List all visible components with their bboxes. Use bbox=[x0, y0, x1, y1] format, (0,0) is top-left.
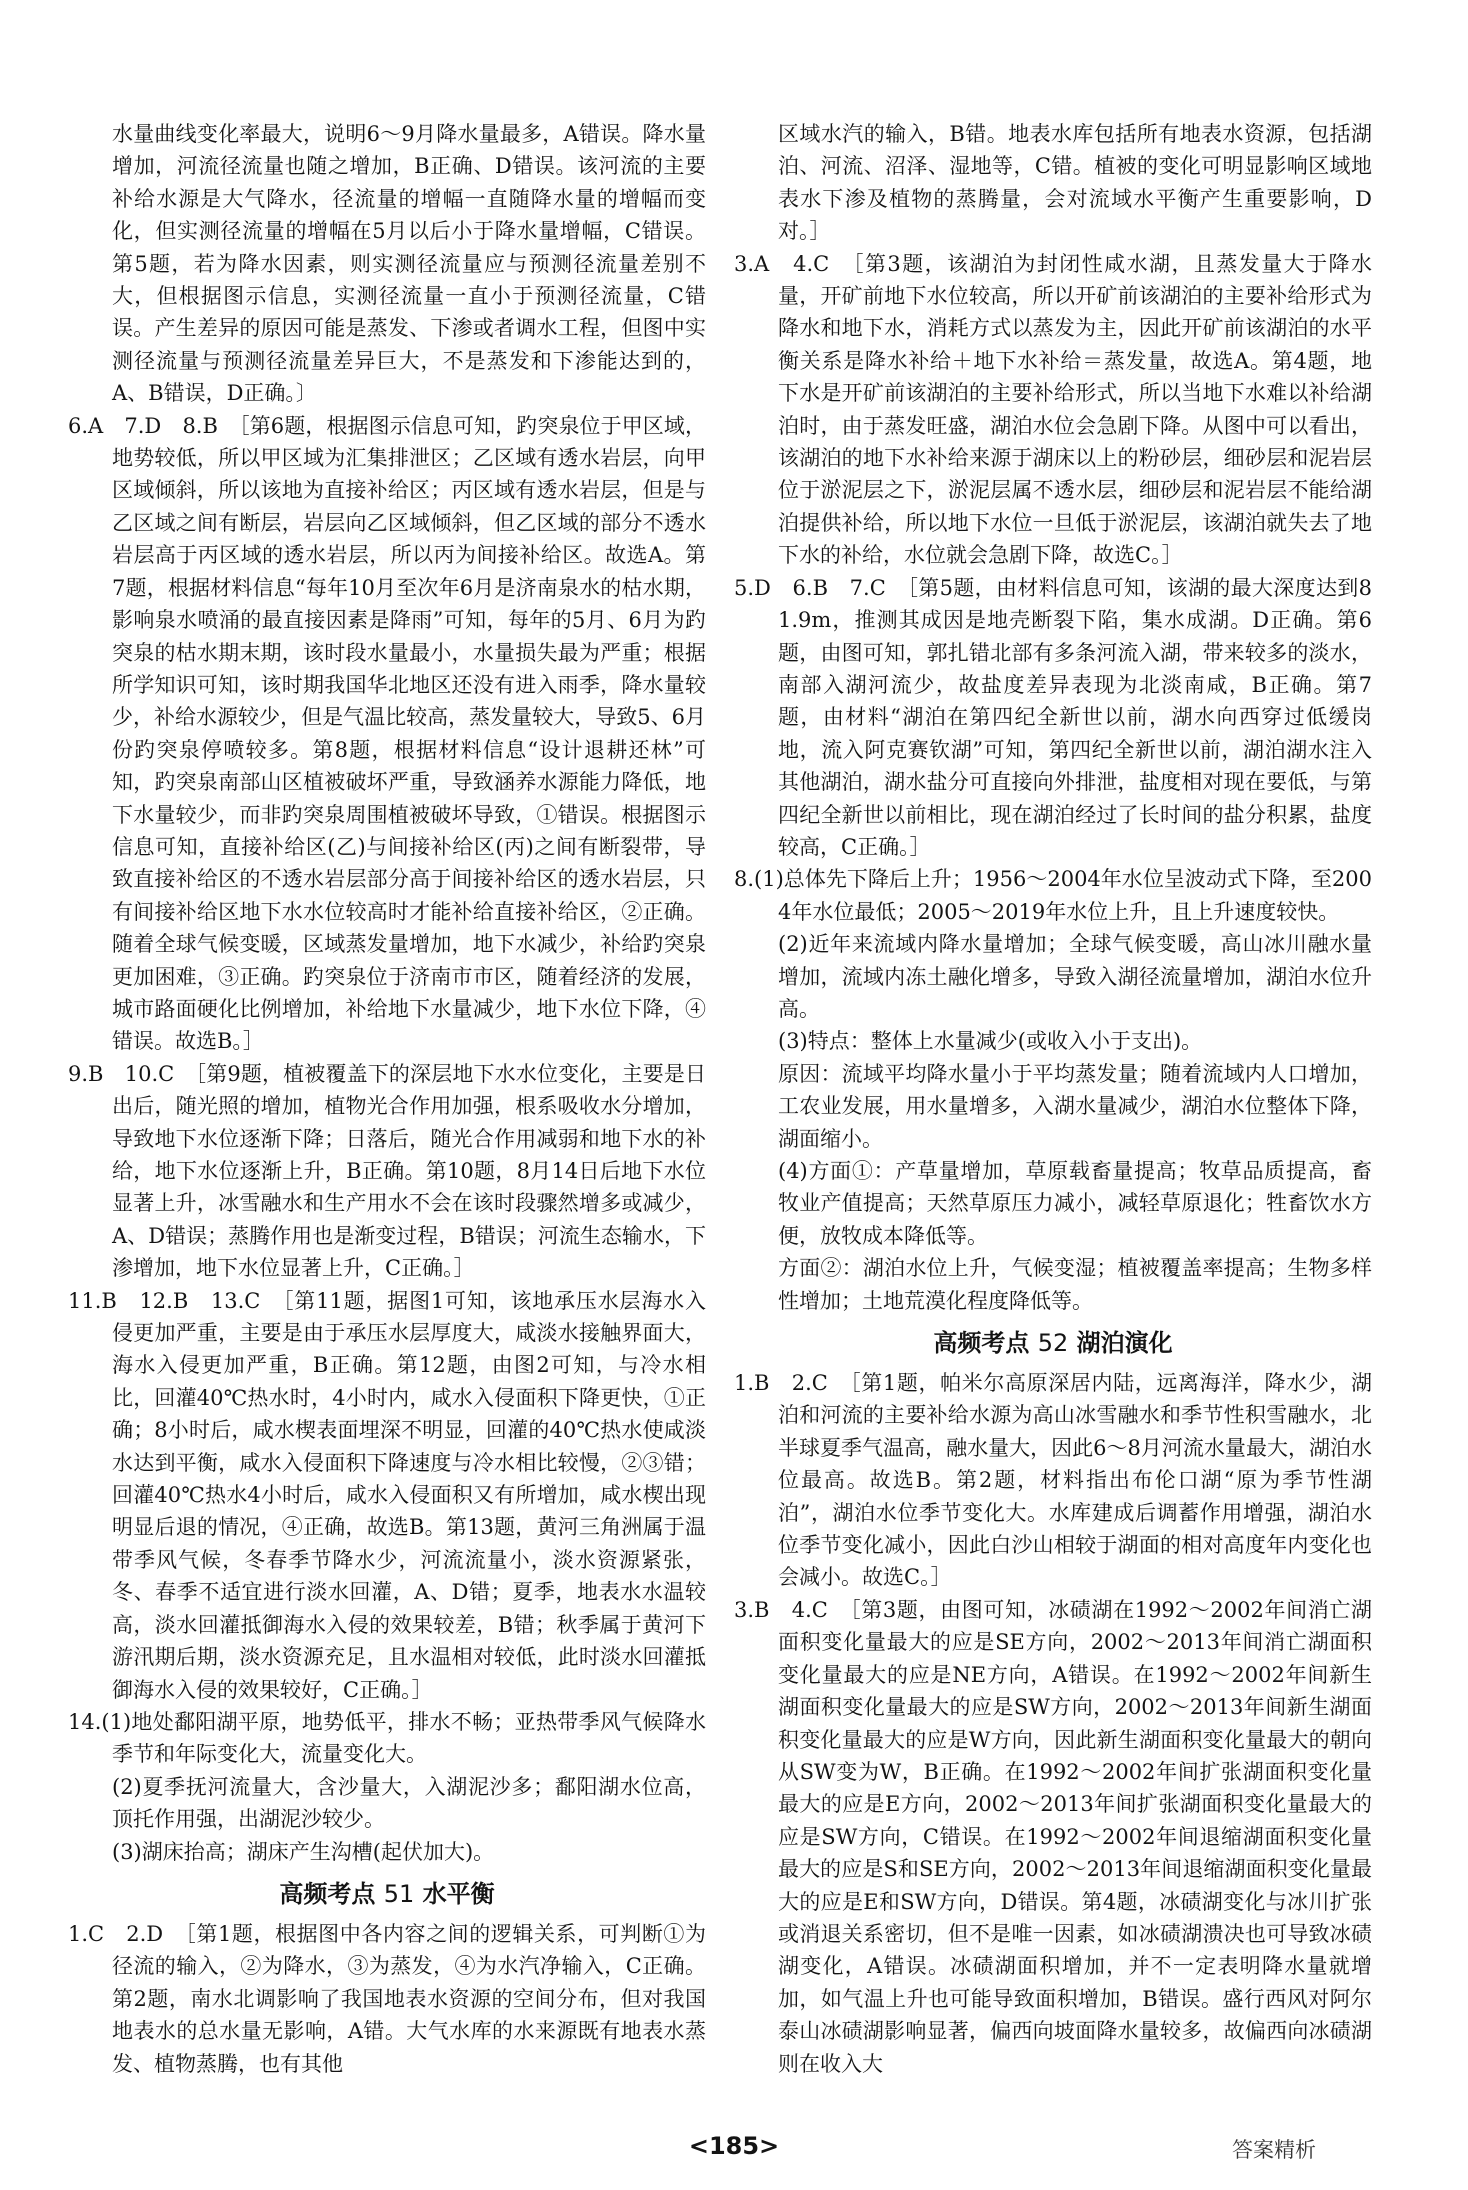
answer-8-aspect2: 方面②：湖泊水位上升，气候变湿；植被覆盖率提高；生物多样性增加；土地荒漠化程度降低等。 bbox=[778, 1256, 1372, 1313]
answer-5-7: 5.D 6.B 7.C ［第5题，由材料信息可知，该湖的最大深度达到81.9m，推测其成因是地壳断裂下陷，集水成湖。D正确。第6题，由图可知，郭扎错北部有多条河流入湖，带来较多的淡水，南部入湖河流少，故盐度差异表现为北淡南咸，B正确。第7题，由材料“湖泊在第四纪全新世以前，湖水向西穿过低缓岗地，流入阿克赛钦湖”可知，第四纪全新世以前，湖泊湖水注入其他湖泊，湖水盐分可直接向外排泄，盐度相对现在要低，与第四纪全新世以前相比，现在湖泊经过了长时间的盐分积累，盐度较高，C正确。］ bbox=[734, 575, 1372, 859]
answer-3-4-lake-evolution: 3.B 4.C ［第3题，由图可知，冰碛湖在1992～2002年间消亡湖面积变化量最大的应是SE方向，2002～2013年间消亡湖面积变化量最大的应是NE方向，A错误。在1992～2002年间新生湖面积变化量最大的应是SW方向，2002～2013年间新生湖面积变化量最大的应是W方向，因此新生湖面积变化量最大的朝向从SW变为W，B正确。在1992～2002年间扩张湖面积变化量最大的应是E方向，2002～2013年间扩张湖面积变化量最大的应是SW方向，C错误。在1992～2002年间退缩湖面积变化量最大的应是S和SE方向，2002～2013年间退缩湖面积变化量最大的应是E和SW方向，D错误。第4题，冰碛湖变化与冰川扩张或消退关系密切，但不是唯一因素，如冰碛湖溃决也可导致冰碛湖变化，A错误。冰碛湖面积增加，并不一定表明降水量就增加，如气温上升也可能导致面积增加，B错误。盛行西风对阿尔泰山冰碛湖影响显著，偏西向坡面降水量较多，故偏西向冰碛湖则在收入大 bbox=[734, 1597, 1372, 2076]
answer-8-reason: 原因：流域平均降水量小于平均蒸发量；随着流域内人口增加，工农业发展，用水量增多，入湖水量减少，湖泊水位整体下降，湖面缩小。 bbox=[778, 1061, 1372, 1151]
answer-11-13: 11.B 12.B 13.C ［第11题，据图1可知，该地承压水层海水入侵更加严重，主要是由于承压水层厚度大，咸淡水接触界面大，海水入侵更加严重，B正确。第12题，由图2可知，与冷水相比，回灌40℃热水时，4小时内，咸水入侵面积下降更快，①正确；8小时后，咸水楔表面埋深不明显，回灌的40℃热水使咸淡水达到平衡，咸水入侵面积下降速度与冷水相比较慢，②③错；回灌40℃热水4小时后，咸水入侵面积又有所增加，咸水楔出现明显后退的情况，④正确，故选B。第13题，黄河三角洲属于温带季风气候，冬春季节降水少，河流流量小，淡水资源紧张，冬、春季不适宜进行淡水回灌，A、D错；夏季，地表水水温较高，淡水回灌抵御海水入侵的效果较差，B错；秋季属于黄河下游汛期后期，淡水资源充足，且水温相对较低，此时淡水回灌抵御海水入侵的效果较好，C正确。］ bbox=[68, 1288, 706, 1702]
answer-14-part2: (2)夏季抚河流量大，含沙量大，入湖泥沙多；鄱阳湖水位高，顶托作用强，出湖泥沙较少。 bbox=[112, 1774, 706, 1832]
answer-9-10: 9.B 10.C ［第9题，植被覆盖下的深层地下水水位变化，主要是日出后，随光照的增加，植物光合作用加强，根系吸收水分增加，导致地下水位逐渐下降；日落后，随光合作用减弱和地下水的补给，地下水位逐渐上升，B正确。第10题，8月14日后地下水位显著上升，冰雪融水和生产用水不会在该时段骤然增多或减少，A、D错误；蒸腾作用也是渐变过程，B错误；河流生态输水，下渗增加，地下水位显著上升，C正确。］ bbox=[68, 1061, 706, 1281]
page-number: <185> bbox=[688, 2132, 780, 2160]
answer-8-part3: (3)特点：整体上水量减少(或收入小于支出)。 bbox=[778, 1029, 1203, 1054]
answer-3-4: 3.A 4.C ［第3题，该湖泊为封闭性咸水湖，且蒸发量大于降水量，开矿前地下水位较高，所以开矿前该湖泊的主要补给形式为降水和地下水，消耗方式以蒸发为主，因此开矿前该湖泊的水平衡关系是降水补给＋地下水补给＝蒸发量，故选A。第4题，地下水是开矿前该湖泊的主要补给形式，所以当地下水难以补给湖泊时，由于蒸发旺盛，湖泊水位会急剧下降。从图中可以看出，该湖泊的地下水补给来源于湖床以上的粉砂层，细砂层和泥岩层位于淤泥层之下，淤泥层属不透水层，细砂层和泥岩层不能给湖泊提供补给，所以地下水位一旦低于淤泥层，该湖泊就失去了地下水的补给，水位就会急剧下降，故选C。］ bbox=[734, 251, 1372, 568]
heading-number: 52 bbox=[1037, 1329, 1069, 1358]
right-column bbox=[734, 118, 1372, 2080]
heading-number: 51 bbox=[383, 1879, 415, 1908]
left-column bbox=[68, 118, 706, 2080]
section-heading-52 bbox=[734, 1323, 1372, 1363]
answer-14-part1: 14.(1)地处鄱阳湖平原，地势低平，排水不畅；亚热带季风气候降水季节和年际变化大，流量变化大。 bbox=[68, 1709, 706, 1767]
footer-label: 答案精析 bbox=[1232, 2138, 1316, 2162]
answer-1-2-lake-evolution: 1.B 2.C ［第1题，帕米尔高原深居内陆，远离海洋，降水少，湖泊和河流的主要补给水源为高山冰雪融水和季节性积雪融水，北半球夏季气温高，融水量大，因此6～8月河流水量最大，湖泊水位最高。故选B。第2题，材料指出布伦口湖“原为季节性湖泊”，湖泊水位季节变化大。水库建成后调蓄作用增强，湖泊水位季节变化减小，因此白沙山相较于湖面的相对高度年内变化也会减小。故选C。］ bbox=[734, 1371, 1372, 1590]
answer-8-part4: (4)方面①：产草量增加，草原载畜量提高；牧草品质提高，畜牧业产值提高；天然草原压力减小，减轻草原退化；牲畜饮水方便，放牧成本降低等。 bbox=[778, 1159, 1372, 1248]
heading-label: 高频考点 bbox=[279, 1879, 376, 1908]
heading-label: 高频考点 bbox=[933, 1329, 1030, 1358]
answer-text-continued-right: 区域水汽的输入，B错。地表水库包括所有地表水资源，包括湖泊、河流、沼泽、湿地等，C错。植被的变化可明显影响区域地表水下渗及植物的蒸腾量，会对流域水平衡产生重要影响，D对。］ bbox=[778, 122, 1372, 244]
heading-title: 水平衡 bbox=[422, 1879, 495, 1908]
section-heading-51 bbox=[68, 1874, 706, 1914]
heading-title: 湖泊演化 bbox=[1076, 1329, 1173, 1358]
answer-8-part2: (2)近年来流域内降水量增加；全球气候变暖，高山冰川融水量增加，流域内冻土融化增多，导致入湖径流量增加，湖泊水位升高。 bbox=[778, 932, 1372, 1021]
answer-1-2-water-balance: 1.C 2.D ［第1题，根据图中各内容之间的逻辑关系，可判断①为径流的输入，②为降水，③为蒸发，④为水汽净输入，C正确。第2题，南水北调影响了我国地表水资源的空间分布，但对我国地表水的总水量无影响，A错。大气水库的水来源既有地表水蒸发、植物蒸腾，也有其他 bbox=[68, 1921, 706, 2076]
answer-14-part3: (3)湖床抬高；湖床产生沟槽(起伏加大)。 bbox=[112, 1839, 495, 1864]
answer-text-continued: 水量曲线变化率最大，说明6～9月降水量最多，A错误。降水量增加，河流径流量也随之增加，B正确、D错误。该河流的主要补给水源是大气降水，径流量的增幅一直随降水量的增幅而变化，但实测径流量的增幅在5月以后小于降水量增幅，C错误。第5题，若为降水因素，则实测径流量应与预测径流量差别不大，但根据图示信息，实测径流量一直小于预测径流量，C错误。产生差异的原因可能是蒸发、下渗或者调水工程，但图中实测径流量与预测径流量差异巨大，不是蒸发和下渗能达到的，A、B错误，D正确。〕 bbox=[112, 122, 706, 406]
answer-8-part1: 8.(1)总体先下降后上升；1956～2004年水位呈波动式下降，至2004年水位最低；2005～2019年水位上升，且上升速度较快。 bbox=[734, 867, 1372, 924]
answer-6-8: 6.A 7.D 8.B ［第6题，根据图示信息可知，趵突泉位于甲区域，地势较低，所以甲区域为汇集排泄区；乙区域有透水岩层，向甲区域倾斜，所以该地为直接补给区；丙区域有透水岩层，但是与乙区域之间有断层，岩层向乙区域倾斜，但乙区域的部分不透水岩层高于丙区域的透水岩层，所以丙为间接补给区。故选A。第7题，根据材料信息“每年10月至次年6月是济南泉水的枯水期，影响泉水喷涌的最直接因素是降雨”可知，每年的5月、6月为趵突泉的枯水期末期，该时段水量最小，水量损失最为严重；根据所学知识可知，该时期我国华北地区还没有进入雨季，降水量较少，补给水源较少，但是气温比较高，蒸发量较大，导致5、6月份趵突泉停喷较多。第8题，根据材料信息“设计退耕还林”可知，趵突泉南部山区植被破坏严重，导致涵养水源能力降低，地下水量较少，而非趵突泉周围植被破坏导致，①错误。根据图示信息可知，直接补给区(乙)与间接补给区(丙)之间有断裂带，导致直接补给区的不透水岩层部分高于间接补给区的透水岩层，只有间接补给区地下水水位较高时才能补给直接补给区，②正确。随着全球气候变暖，区域蒸发量增加，地下水减少，补给趵突泉更加困难，③正确。趵突泉位于济南市市区，随着经济的发展，城市路面硬化比例增加，补给地下水量减少，地下水位下降，④错误。故选B。］ bbox=[68, 413, 706, 1054]
